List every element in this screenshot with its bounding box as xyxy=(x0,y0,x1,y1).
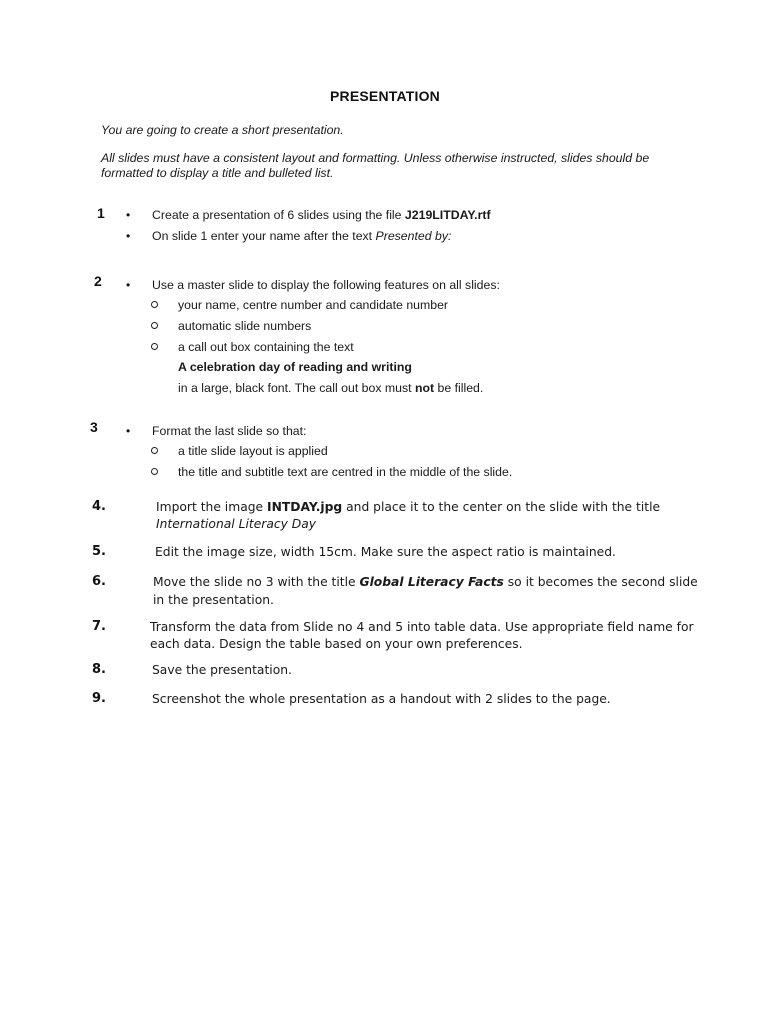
intro-line-2b: formatted to display a title and bulleted list. xyxy=(101,166,334,180)
question-number-1: 1 xyxy=(97,205,105,221)
question-number-7: 7. xyxy=(92,619,106,634)
q1-item-1: Create a presentation of 6 slides using the file J219LITDAY.rtf xyxy=(152,208,491,222)
circle-bullet-icon xyxy=(151,447,158,454)
intro-line-1: You are going to create a short presentation. xyxy=(101,123,344,137)
q1-item-2: On slide 1 enter your name after the text Presented by: xyxy=(152,229,452,243)
question-number-3: 3 xyxy=(90,419,98,435)
question-number-9: 9. xyxy=(92,691,106,706)
file-name: J219LITDAY.rtf xyxy=(404,208,491,222)
q2-sub-1: your name, centre number and candidate number xyxy=(178,298,449,312)
circle-bullet-icon xyxy=(151,343,158,350)
q2-item-1: Use a master slide to display the following features on all slides: xyxy=(152,278,500,292)
presented-by-label: Presented by: xyxy=(375,229,452,243)
q9-text: Screenshot the whole presentation as a handout with 2 slides to the page. xyxy=(152,692,611,706)
q2-sub-2: automatic slide numbers xyxy=(178,319,312,333)
bullet-icon: • xyxy=(126,208,131,222)
q4-line-2: International Literacy Day xyxy=(156,517,317,531)
q4-line-1: Import the image INTDAY.jpg and place it to the center on the slide with the title xyxy=(156,500,661,514)
q2-font-instruction: in a large, black font. The call out box must not be filled. xyxy=(178,381,484,395)
question-number-8: 8. xyxy=(92,662,106,677)
question-number-6: 6. xyxy=(92,574,106,589)
q3-sub-1: a title slide layout is applied xyxy=(178,444,328,458)
question-number-2: 2 xyxy=(94,273,102,289)
circle-bullet-icon xyxy=(151,322,158,329)
circle-bullet-icon xyxy=(151,301,158,308)
intro-line-2a: All slides must have a consistent layout and formatting. Unless otherwise instructed, slides should be xyxy=(101,151,650,165)
q2-sub-3: a call out box containing the text xyxy=(178,340,354,354)
page-title: PRESENTATION xyxy=(330,88,440,104)
question-number-4: 4. xyxy=(92,499,106,514)
q6-line-2: in the presentation. xyxy=(153,593,274,607)
q5-text: Edit the image size, width 15cm. Make sure the aspect ratio is maintained. xyxy=(155,545,616,559)
q3-sub-2: the title and subtitle text are centred in the middle of the slide. xyxy=(178,465,513,479)
circle-bullet-icon xyxy=(151,468,158,475)
q3-item-1: Format the last slide so that: xyxy=(152,424,307,438)
bullet-icon: • xyxy=(126,424,131,438)
bullet-icon: • xyxy=(126,278,131,292)
question-number-5: 5. xyxy=(92,544,106,559)
q6-line-1: Move the slide no 3 with the title Global Literacy Facts so it becomes the second slide xyxy=(153,575,698,589)
slide-title-name: Global Literacy Facts xyxy=(359,575,504,589)
q7-line-2: each data. Design the table based on your own preferences. xyxy=(150,637,523,651)
image-file-name: INTDAY.jpg xyxy=(267,500,343,514)
q7-line-1: Transform the data from Slide no 4 and 5 into table data. Use appropriate field name for xyxy=(150,620,694,634)
callout-text: A celebration day of reading and writing xyxy=(178,360,412,374)
bullet-icon: • xyxy=(126,229,131,243)
q8-text: Save the presentation. xyxy=(152,663,292,677)
